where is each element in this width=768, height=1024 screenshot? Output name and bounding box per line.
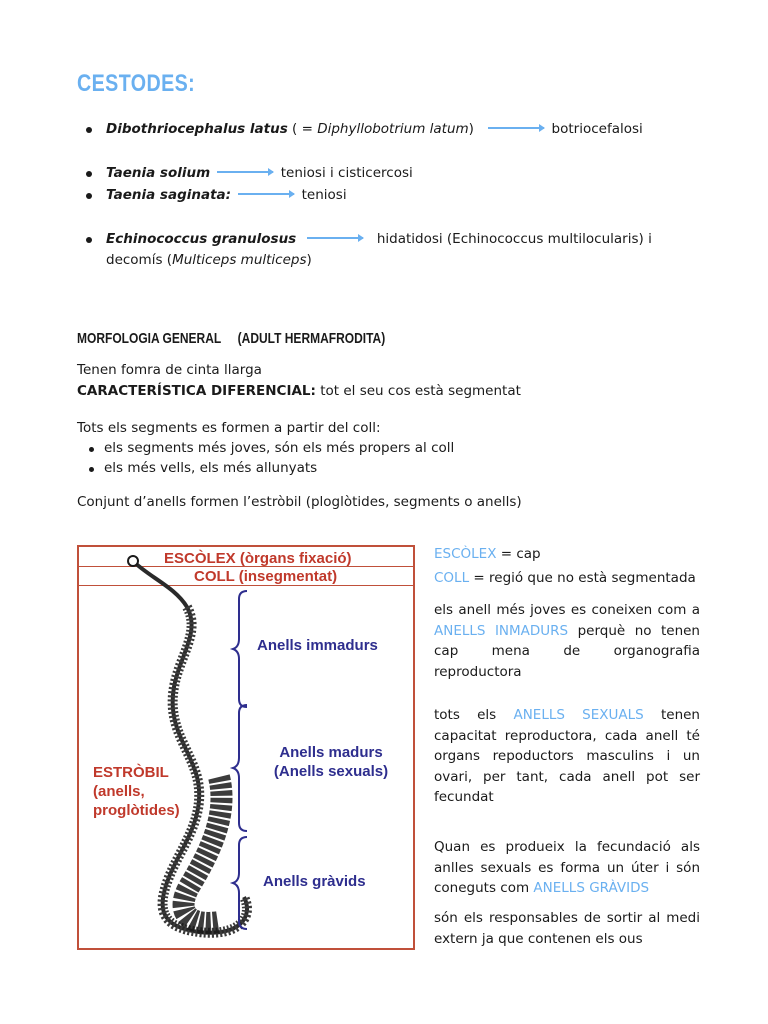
note-text: els anell més joves es coneixen com a xyxy=(434,602,700,618)
text: tot el seu cos està segmentat xyxy=(315,383,521,399)
species-name: Taenia saginata: xyxy=(106,187,232,203)
disease-label: hidatidosi (Echinococcus multilocularis) i xyxy=(376,231,652,247)
note-text: tenen capacitat reproductora, cada anell té organs repoductors masculins i un ovari, per tant, cada anell pot ser fecundat xyxy=(434,707,700,805)
note-text: tots els xyxy=(434,707,514,723)
coll-label: COLL (insegmentat) xyxy=(194,568,338,585)
continuation-suffix: ) xyxy=(306,252,312,268)
note-text: Quan es produeix la fecundació als anlles sexuals es forma un úter i són coneguts com xyxy=(434,839,700,896)
note-sexuals xyxy=(434,705,700,808)
bullet xyxy=(86,127,92,133)
arrow-icon xyxy=(238,193,294,195)
page-title: CESTODES: xyxy=(77,70,196,97)
note-text: = cap xyxy=(496,546,541,562)
list-item: els segments més joves, són els més propers al coll xyxy=(104,440,455,456)
species-item-taenia-saginata xyxy=(106,186,347,204)
highlight-term: COLL xyxy=(434,570,470,586)
continuation-prefix: decomís ( xyxy=(106,252,173,268)
highlight-term: ANELLS INMADURS xyxy=(434,622,569,639)
species-item-taenia-solium xyxy=(106,164,413,182)
section-heading: MORFOLOGIA GENERAL (ADULT HERMAFRODITA) xyxy=(77,330,386,347)
paren-close: ) xyxy=(468,121,474,137)
note-gravids xyxy=(434,837,700,899)
madurs-label: Anells madurs xyxy=(279,744,383,761)
species-item-continuation xyxy=(106,251,312,269)
highlight-term: ESCÒLEX xyxy=(434,546,497,562)
estrobil-sub-label: (anells, xyxy=(93,783,145,800)
highlight-term: ANELLS SEXUALS xyxy=(513,707,644,723)
paragraph-line: Tots els segments es formen a partir del coll: xyxy=(77,420,381,436)
arrow-icon xyxy=(217,171,273,173)
list-item: els més vells, els més allunyats xyxy=(104,460,318,476)
bold-label: CARACTERÍSTICA DIFERENCIAL: xyxy=(77,383,316,399)
paragraph-line: Conjunt d’anells formen l’estròbil (ploglòtides, segments o anells) xyxy=(77,494,522,510)
note-coll xyxy=(434,568,700,589)
note-text: perquè no tenen cap mena de organografia reproductora xyxy=(434,622,700,680)
paragraph-line: Tenen fomra de cinta llarga xyxy=(77,362,262,378)
continuation-italic: Multiceps multiceps xyxy=(172,252,307,268)
tapeworm-figure xyxy=(77,545,415,950)
highlight-term: ANELLS GRÀVIDS xyxy=(533,880,650,896)
scolex-icon xyxy=(128,556,138,566)
bullet xyxy=(89,447,94,452)
note-escolex xyxy=(434,544,700,565)
species-name: Taenia solium xyxy=(106,165,211,181)
disease-label: teniosi i cisticercosi xyxy=(280,165,413,181)
bullet xyxy=(86,171,92,177)
species-synonym: Diphyllobotrium latum xyxy=(317,121,469,137)
immadurs-label: Anells immadurs xyxy=(257,637,378,654)
bullet xyxy=(86,237,92,243)
bullet xyxy=(89,467,94,472)
arrow-icon xyxy=(307,237,363,239)
species-item-echinococcus xyxy=(106,230,652,248)
bullet xyxy=(86,193,92,199)
disease-label: botriocefalosi xyxy=(551,121,643,137)
arrow-icon xyxy=(488,127,544,129)
estrobil-sub-label: proglòtides) xyxy=(93,802,180,819)
species-name: Echinococcus granulosus xyxy=(106,231,297,247)
escolex-label: ESCÒLEX (òrgans fixació) xyxy=(164,550,352,567)
estrobil-label: ESTRÒBIL xyxy=(93,764,169,781)
species-name: Dibothriocephalus latus xyxy=(106,121,288,137)
disease-label: teniosi xyxy=(301,187,347,203)
paragraph-line xyxy=(77,383,521,399)
paren-open: ( = xyxy=(287,121,318,137)
note-final: són els responsables de sortir al medi extern ja que contenen els ous xyxy=(434,910,700,947)
madurs-sub-label: (Anells sexuals) xyxy=(273,763,389,780)
species-item-dibothriocephalus xyxy=(106,120,643,138)
note-text: = regió que no està segmentada xyxy=(469,570,696,586)
gravids-label: Anells gràvids xyxy=(263,873,366,890)
note-immadurs xyxy=(434,600,700,682)
